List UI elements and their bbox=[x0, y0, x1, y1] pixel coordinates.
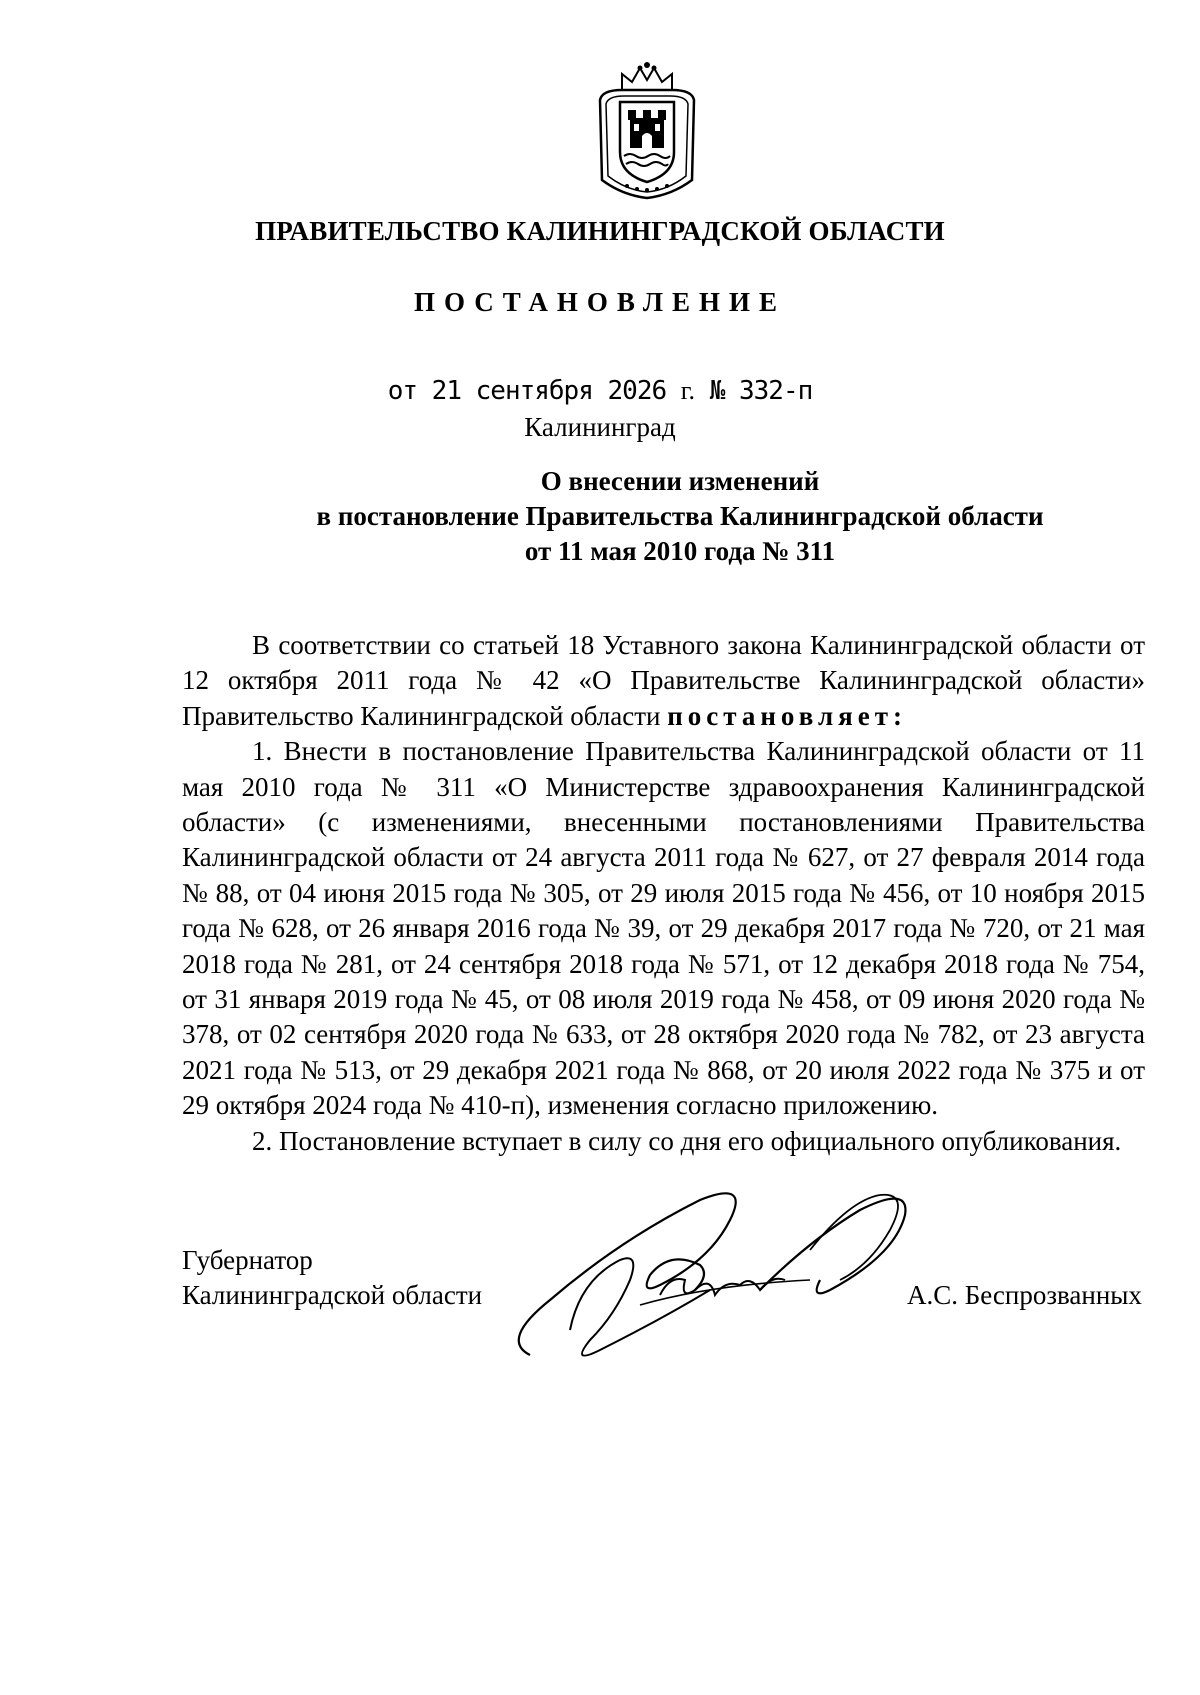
government-title: ПРАВИТЕЛЬСТВО КАЛИНИНГРАДСКОЙ ОБЛАСТИ bbox=[255, 216, 945, 246]
signer-name: А.С. Беспрозванных bbox=[907, 1280, 1142, 1310]
subject-line: от 11 мая 2010 года № 311 bbox=[524, 536, 836, 566]
date-number-line bbox=[0, 376, 1200, 406]
item-paragraph: 2. Постановление вступает в силу со дня его официального опубликования. bbox=[252, 1125, 1122, 1156]
document-type: ПОСТАНОВЛЕНИЕ bbox=[413, 287, 787, 317]
document-body bbox=[182, 628, 1145, 1159]
preamble-text: В соответствии со статьей 18 Уставного закона Калининградской области от 12 октября 2011 года № 42 «О Правительстве Калининградской области» Правительство Калининградской области bbox=[182, 630, 1145, 731]
subject-line: в постановление Правительства Калининградской области bbox=[316, 501, 1044, 531]
document-date: от 21 сентября 2026 bbox=[387, 376, 667, 406]
position-line: Калининградской области bbox=[182, 1280, 483, 1310]
decree-word: постановляет: bbox=[667, 700, 907, 731]
document-subject bbox=[0, 464, 1200, 569]
preamble-paragraph bbox=[182, 628, 1145, 734]
item-paragraph: 1. Внести в постановление Правительства Калининградской области от 11 мая 2010 года № 311 «О Министерстве здравоохранения Калининградской области» (с изменениями, внесенными постановлениями Правительства Калининградской области от 24 августа 2011 года № 627, от 27 февраля 2014 года № 88, от 04 июня 2015 года № 305, от 29 июля 2015 года № 456, от 10 ноября 2015 года № 628, от 26 января 2016 года № 39, от 29 декабря 2017 года № 720, от 21 мая 2018 года № 281, от 24 сентября 2018 года № 571, от 12 декабря 2018 года № 754, от 31 января 2019 года № 45, от 08 июля 2019 года № 458, от 09 июня 2020 года № 378, от 02 сентября 2020 года № 633, от 28 октября 2020 года № 782, от 23 августа 2021 года № 513, от 29 декабря 2021 года № 868, от 20 июля 2022 года № 375 и от 29 октября 2024 года № 410-п), изменения согласно приложению. bbox=[182, 736, 1145, 1121]
city: Калининград bbox=[524, 412, 676, 442]
document-number: № 332-п bbox=[709, 376, 813, 406]
subject-line: О внесении изменений bbox=[540, 466, 820, 496]
coat-of-arms-icon bbox=[592, 60, 702, 200]
signer-position bbox=[182, 1243, 482, 1313]
handwritten-signature bbox=[510, 1180, 930, 1385]
date-year-suffix: г. bbox=[680, 376, 696, 405]
position-line: Губернатор bbox=[182, 1245, 313, 1275]
